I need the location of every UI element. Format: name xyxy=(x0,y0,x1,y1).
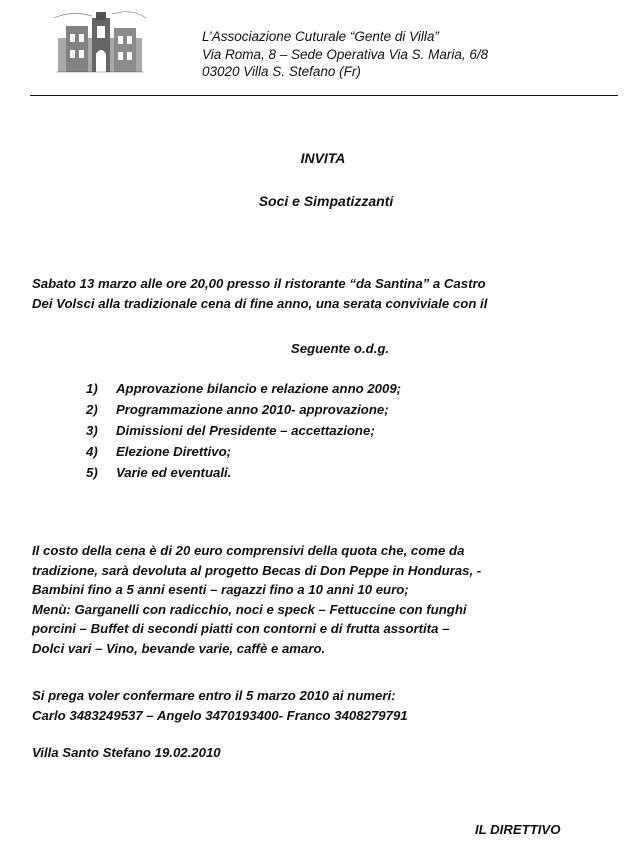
agenda-heading: Seguente o.d.g. xyxy=(290,341,390,356)
rsvp-phone-numbers: Carlo 3483249537 – Angelo 3470193400- Franco 3408279791 xyxy=(32,708,408,723)
agenda-item xyxy=(86,462,401,483)
place-date xyxy=(32,743,632,763)
intro-line: Dei Volsci alla tradizionale cena di fine anno, una serata conviviale con il xyxy=(32,296,488,311)
agenda-list xyxy=(86,378,401,483)
association-address: Via Roma, 8 – Sede Operativa Via S. Maria, 6/8 xyxy=(202,46,489,62)
agenda-item-number: 1) xyxy=(86,381,98,396)
invitation-title: INVITA xyxy=(300,150,346,166)
place-date-text: Villa Santo Stefano 19.02.2010 xyxy=(32,745,221,760)
agenda-item xyxy=(86,441,401,462)
agenda-item-text: Programmazione anno 2010- approvazione; xyxy=(116,402,389,417)
association-logo xyxy=(52,8,148,76)
header-divider xyxy=(30,95,618,96)
cost-line: tradizione, sarà devoluta al progetto Becas di Don Peppe in Honduras, - xyxy=(32,562,482,578)
cost-line: Bambini fino a 5 anni esenti – ragazzi fino a 10 anni 10 euro; xyxy=(32,582,409,597)
agenda-item xyxy=(86,399,401,420)
invitation-subtitle: Soci e Simpatizzanti xyxy=(258,193,394,209)
agenda-item xyxy=(86,378,401,399)
menu-line: Menù: Garganelli con radicchio, noci e speck – Fettuccine con funghi xyxy=(32,601,467,617)
rsvp-deadline: Si prega voler confermare entro il 5 marzo 2010 ai numeri: xyxy=(32,688,396,703)
association-header xyxy=(202,28,488,81)
menu-line: Dolci vari – Vino, bevande varie, caffè e amaro. xyxy=(32,640,326,656)
agenda-item-number: 3) xyxy=(86,423,98,438)
agenda-item xyxy=(86,420,401,441)
agenda-item-text: Elezione Direttivo; xyxy=(116,444,232,459)
signature: IL DIRETTIVO xyxy=(475,822,561,837)
intro-paragraph xyxy=(32,274,632,314)
intro-line: Sabato 13 marzo alle ore 20,00 presso il ristorante “da Santina” a Castro xyxy=(32,276,486,291)
agenda-item-text: Approvazione bilancio e relazione anno 2009; xyxy=(116,381,402,396)
rsvp-paragraph xyxy=(32,686,632,726)
agenda-item-number: 5) xyxy=(86,465,98,480)
agenda-item-text: Dimissioni del Presidente – accettazione; xyxy=(116,423,375,438)
agenda-item-number: 2) xyxy=(86,402,98,417)
association-name: L’Associazione Cuturale “Gente di Villa” xyxy=(202,29,439,44)
agenda-item-number: 4) xyxy=(86,444,98,459)
menu-line: porcini – Buffet di secondi piatti con contorni e di frutta assortita – xyxy=(32,621,450,636)
agenda-item-text: Varie ed eventuali. xyxy=(116,465,232,480)
cost-line: Il costo della cena è di 20 euro comprensivi della quota che, come da xyxy=(32,543,465,558)
cost-menu-paragraph xyxy=(32,541,632,658)
association-city: 03020 Villa S. Stefano (Fr) xyxy=(202,64,361,79)
